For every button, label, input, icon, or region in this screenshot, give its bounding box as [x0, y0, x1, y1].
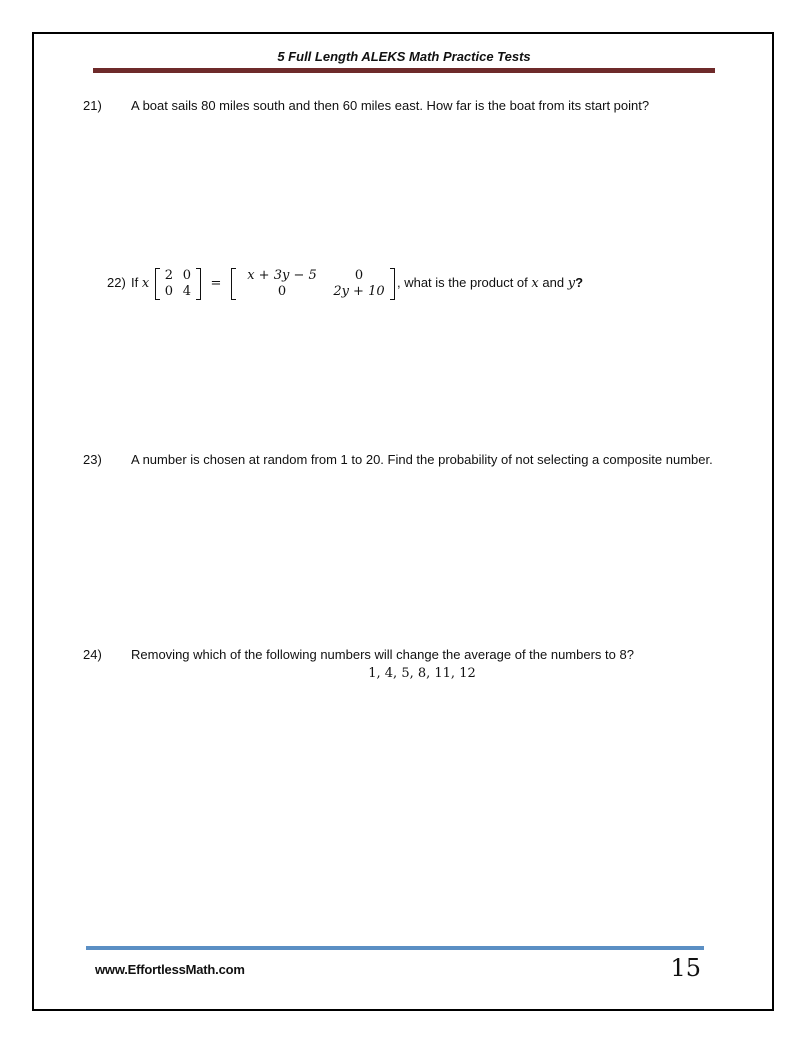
variable-x: x: [531, 276, 539, 291]
matrix-right: [231, 268, 395, 300]
question-23: [83, 450, 713, 469]
question-text: Removing which of the following numbers will change the average of the numbers to 8?: [131, 647, 634, 662]
matrix-left: [155, 268, 201, 300]
matrix-cell: 2y + 10: [333, 283, 385, 299]
question-22: [107, 265, 713, 302]
question-21: [83, 96, 713, 115]
number-list: 1, 4, 5, 8, 11, 12: [368, 666, 476, 681]
footer-rule: [86, 946, 704, 950]
question-text: A number is chosen at random from 1 to 20. Find the probability of not selecting a composite number.: [131, 452, 713, 467]
variable-y: y: [567, 276, 576, 291]
matrix-cell: 4: [182, 283, 191, 299]
question-mark: ?: [575, 275, 584, 290]
equals-sign: =: [210, 276, 222, 291]
question-text: A boat sails 80 miles south and then 60 miles east. How far is the boat from its start point?: [131, 98, 650, 113]
question-text: , what is the product of: [396, 275, 528, 290]
if-word: If: [131, 275, 139, 290]
matrix-cell: 0: [354, 267, 364, 283]
header-title: 5 Full Length ALEKS Math Practice Tests: [277, 49, 531, 64]
page-frame: [32, 32, 774, 1011]
matrix-cell: 0: [277, 283, 287, 299]
matrix-cell: x + 3y − 5: [247, 267, 317, 283]
question-number: 23): [83, 452, 102, 467]
question-number: 24): [83, 647, 102, 662]
variable-x: x: [141, 276, 150, 291]
header-rule: [93, 68, 715, 73]
and-word: and: [542, 275, 565, 290]
matrix-cell: 0: [164, 283, 173, 299]
matrix-cell: 0: [182, 267, 191, 283]
question-number: 21): [83, 98, 102, 113]
question-24: [83, 645, 713, 683]
matrix-cell: 2: [164, 267, 173, 283]
footer-url[interactable]: www.EffortlessMath.com: [95, 962, 245, 977]
page-number: 15: [670, 954, 701, 982]
question-number: 22): [107, 275, 126, 290]
